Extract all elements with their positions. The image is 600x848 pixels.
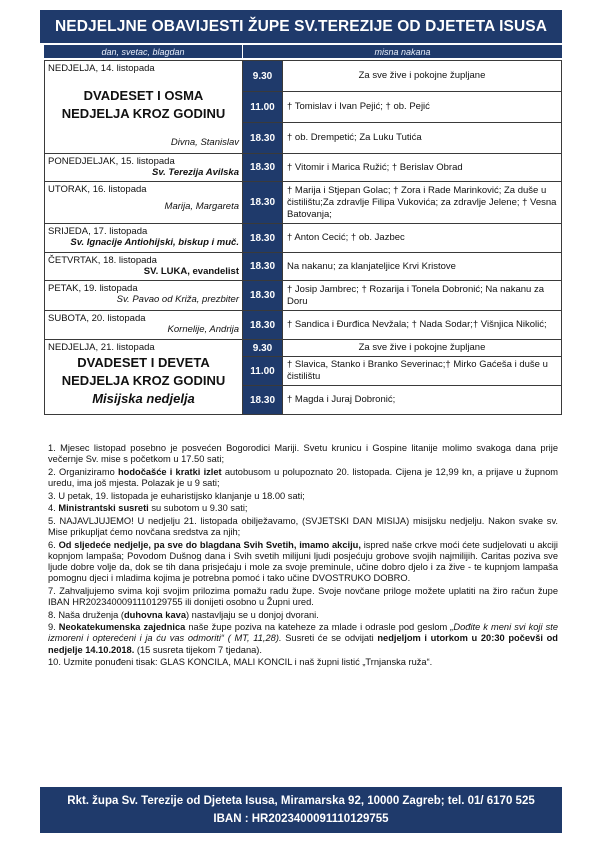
sunday-title-line2: NEDJELJA KROZ GODINU bbox=[61, 106, 226, 121]
sunday-title-line1: DVADESET I DEVETA bbox=[77, 355, 210, 370]
footer-address: Rkt. župa Sv. Terezije od Djeteta Isusa, Miramarska 92, 10000 Zagreb; tel. 01/ 6170 525 bbox=[67, 795, 535, 807]
footer-iban: IBAN : HR2023400091110129755 bbox=[213, 813, 389, 825]
schedule-row bbox=[45, 154, 562, 182]
announcement-item: 6. Od sljedeće nedjelje, pa sve do blagdana Svih Svetih, imamo akciju, ispred naše crkve moći ćete sudjelovati u akciji kopnjom lampaša; Povodom Dušnog dana i Svih svetih milijuni ljudi posjećuju grobove svojih najmilijih. Caritas poziva sve ljude dobre volje da, dok se tih dana prisjećaju i mole za svoje preminule, učine dobro djelo i za žive - te kupnjom lampaša pomognu djeci i mladima kojima je potrebna pomoć i tako učine DVOSTRUKO DOBRO. bbox=[48, 539, 558, 584]
mass-time: 11.00 bbox=[243, 357, 283, 386]
mass-time: 18.30 bbox=[243, 123, 283, 154]
announcements bbox=[48, 443, 558, 670]
schedule-row bbox=[45, 182, 562, 224]
mass-intention: † Anton Cecić; † ob. Jazbec bbox=[283, 224, 562, 253]
day-cell bbox=[45, 61, 243, 154]
mass-time: 18.30 bbox=[243, 253, 283, 281]
mass-time: 18.30 bbox=[243, 154, 283, 182]
sunday-subtitle: Misijska nedjelja bbox=[92, 391, 195, 406]
day-cell bbox=[45, 340, 243, 415]
mass-intention: † Vitomir i Marica Ružić; † Berislav Obrad bbox=[283, 154, 562, 182]
announcement-item: 10. Uzmite ponuđeni tisak: GLAS KONCILA, MALI KONCIL i naš župni listić „Trnjanska ruža“. bbox=[48, 657, 433, 668]
schedule-row bbox=[45, 340, 562, 357]
day-name: SUBOTA, 20. listopada bbox=[48, 313, 146, 324]
schedule-row bbox=[45, 281, 562, 311]
saint-name: SV. LUKA, evandelist bbox=[143, 266, 239, 277]
schedule-row bbox=[45, 61, 562, 92]
mass-intention: Za sve žive i pokojne župljane bbox=[283, 61, 562, 92]
schedule-row bbox=[45, 253, 562, 281]
mass-intention: † ob. Drempetić; Za Luku Tutića bbox=[283, 123, 562, 154]
day-cell bbox=[45, 154, 243, 182]
saint-name: Sv. Terezija Avilska bbox=[152, 167, 239, 178]
day-cell bbox=[45, 224, 243, 253]
mass-time: 9.30 bbox=[243, 61, 283, 92]
day-name: PONEDJELJAK, 15. listopada bbox=[48, 156, 175, 167]
parish-footer bbox=[40, 787, 562, 833]
sunday-title-line1: DVADESET I OSMA bbox=[83, 88, 204, 103]
day-cell bbox=[45, 281, 243, 311]
mass-intention: † Slavica, Stanko i Branko Severinac;† Mirko Gaćeša i duše u čistilištu bbox=[283, 357, 562, 386]
day-cell bbox=[45, 182, 243, 224]
schedule-row bbox=[45, 224, 562, 253]
day-cell bbox=[45, 311, 243, 340]
mass-time: 18.30 bbox=[243, 386, 283, 415]
day-name: SRIJEDA, 17. listopada bbox=[48, 226, 148, 237]
announcement-item: 5. NAJAVLJUJEMO! U nedjelju 21. listopada obilježavamo, (SVJETSKI DAN MISIJA) misijsku nedjelju. Nakon svake sv. Mise prikupljat ćemo novčana sredstva za njih; bbox=[48, 515, 558, 537]
mass-time: 11.00 bbox=[243, 92, 283, 123]
mass-intention: † Josip Jambrec; † Rozarija i Tonela Dobronić; Na nakanu za Doru bbox=[283, 281, 562, 311]
mass-intention: Za sve žive i pokojne župljane bbox=[283, 340, 562, 357]
schedule-row bbox=[45, 311, 562, 340]
saint-name: Sv. Pavao od Križa, prezbiter bbox=[116, 294, 239, 305]
day-name: UTORAK, 16. listopada bbox=[48, 184, 147, 195]
day-name: NEDJELJA, 21. listopada bbox=[48, 342, 155, 353]
announcement-item: 4. Ministrantski susreti su subotom u 9.30 sati; bbox=[48, 503, 248, 514]
day-cell bbox=[45, 253, 243, 281]
announcement-item: 3. U petak, 19. listopada je euharistijsko klanjanje u 18.00 sati; bbox=[48, 490, 305, 501]
mass-time: 18.30 bbox=[243, 311, 283, 340]
column-header-day: dan, svetac, blagdan bbox=[44, 45, 242, 58]
saint-name: Marija, Margareta bbox=[164, 201, 239, 212]
mass-intention: † Magda i Juraj Dobronić; bbox=[283, 386, 562, 415]
column-header-intent: misna nakana bbox=[243, 45, 562, 58]
mass-intention: † Sandica i Đurđica Nevžala; † Nada Sodar;† Višnjica Nikolić; bbox=[283, 311, 562, 340]
saint-name: Divna, Stanislav bbox=[170, 137, 239, 148]
announcement-item: 8. Naša druženja (duhovna kava) nastavljaju se u donjoj dvorani. bbox=[48, 609, 319, 620]
mass-schedule-table bbox=[44, 60, 562, 415]
mass-time: 18.30 bbox=[243, 182, 283, 224]
saint-name: Kornelije, Andrija bbox=[167, 324, 239, 335]
mass-time: 18.30 bbox=[243, 281, 283, 311]
mass-intention: † Tomislav i Ivan Pejić; † ob. Pejić bbox=[283, 92, 562, 123]
mass-intention: † Marija i Stjepan Golac; † Zora i Rade Marinković; Za duše u čistilištu;Za zdravlje Filipa Vukovića; za zdravlje Jelene; † Vesna Batovanja; bbox=[283, 182, 562, 224]
day-name: PETAK, 19. listopada bbox=[48, 283, 138, 294]
sunday-title-line2: NEDJELJA KROZ GODINU bbox=[61, 373, 226, 388]
day-name: NEDJELJA, 14. listopada bbox=[48, 63, 155, 74]
mass-intention: Na nakanu; za klanjateljice Krvi Kristove bbox=[283, 253, 562, 281]
announcement-item: 1. Mjesec listopad posebno je posvećen Bogorodici Mariji. Svetu krunicu i Gospine litanije molimo svakoga dana prije večernje Sv. mise s početkom u 17.50 sati; bbox=[48, 443, 558, 465]
day-name: ČETVRTAK, 18. listopada bbox=[48, 255, 157, 266]
announcement-item: 7. Zahvaljujemo svima koji svojim prilozima pomažu radu župe. Svoje novčane priloge možete uplatiti na žiro račun župe IBAN HR2023400091110129755 ili donijeti osobno u Župni ured. bbox=[48, 585, 558, 607]
announcement-item: 2. Organiziramo hodočašće i kratki izlet autobusom u polupoznato 20. listopada. Cijena je 12,99 kn, a prijave u župnom uredu, ima još mjesta. Polazak je u 9 sati; bbox=[48, 466, 558, 488]
announcement-item: 9. Neokatekumenska zajednica naše župe poziva na kateheze za mlade i odrasle pod geslom „Dođite k meni svi koji ste izmoreni i opterećeni i ja ću vas odmoriti“ ( MT, 11,28). Susreti će se odvijati nedjeljom i utorkom u 20:30 počevši od nedjelje 14.10.2018. (15 susreta tijekom 7 tjedana). bbox=[48, 622, 558, 655]
saint-name: Sv. Ignacije Antiohijski, biskup i muč. bbox=[70, 237, 239, 248]
mass-time: 18.30 bbox=[243, 224, 283, 253]
bulletin-title: NEDJELJNE OBAVIJESTI ŽUPE SV.TEREZIJE OD DJETETA ISUSA bbox=[40, 10, 562, 43]
mass-time: 9.30 bbox=[243, 340, 283, 357]
